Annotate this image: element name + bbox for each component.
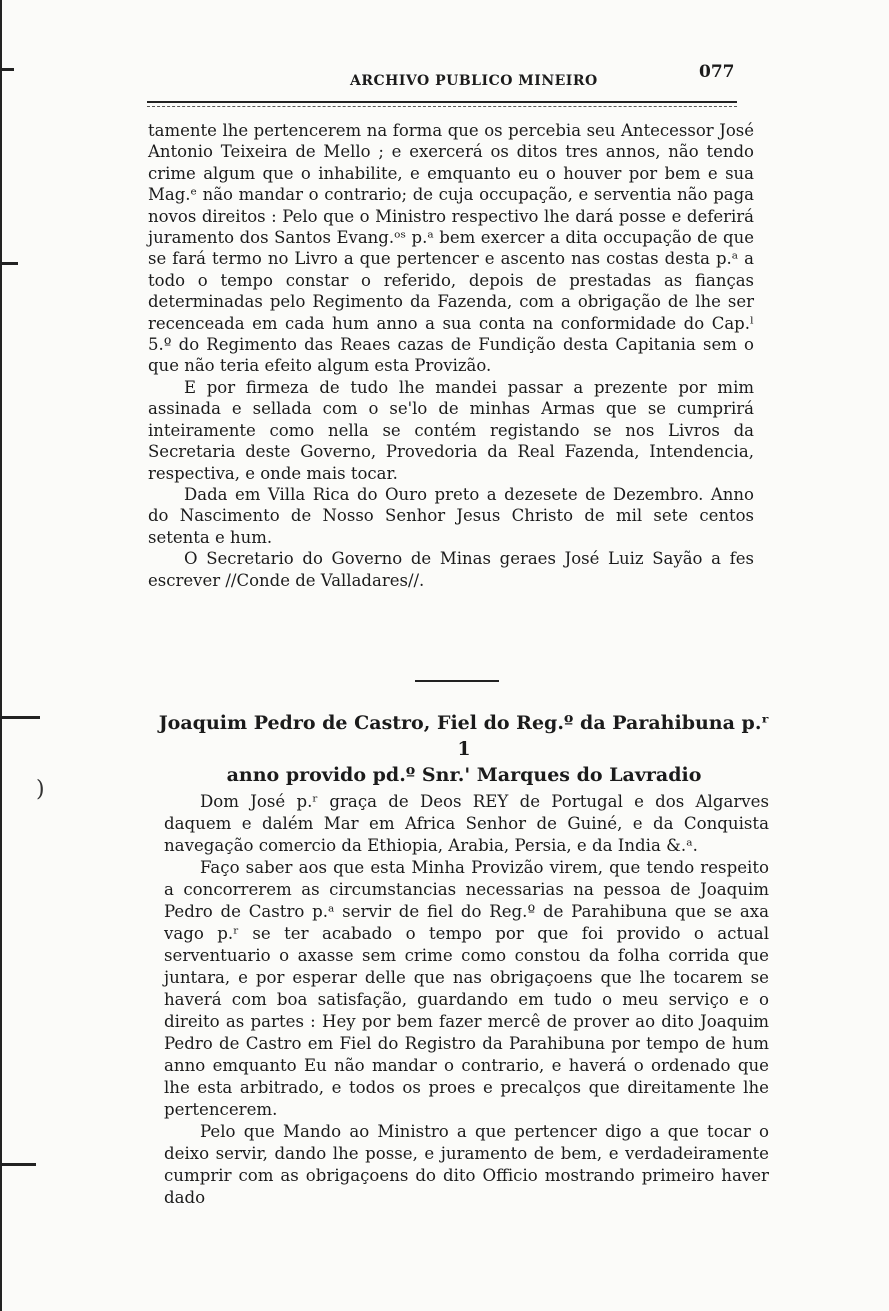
section-title-line: Joaquim Pedro de Castro, Fiel do Reg.º da Parahibuna p.ʳ 1	[158, 712, 770, 760]
paragraph: O Secretario do Governo de Minas geraes José Luiz Sayão a fes escrever //Conde de Valladares//.	[148, 549, 754, 590]
paragraph: Dada em Villa Rica do Ouro preto a dezesete de Dezembro. Anno do Nascimento de Nosso Senhor Jesus Christo de mil sete centos setenta e hum.	[148, 484, 754, 547]
binding-mark	[0, 1163, 36, 1166]
binding-mark	[0, 68, 14, 71]
page-binding-edge	[0, 0, 2, 1311]
body-text-lower	[164, 791, 769, 1209]
paragraph: tamente lhe pertencerem na forma que os percebia seu Antecessor José Antonio Teixeira de Mello ; e exercerá os ditos tres annos, não tendo crime algum que o inhabilite, e emquanto eu o houver por bem e sua Mag.ᵉ não mandar o contrario; de cuja occupação, e serventia não paga novos direitos : Pelo que o Ministro respectivo lhe dará posse e deferirá juramento dos Santos Evang.ᵒˢ p.ᵃ bem exercer a dita occupação de que se fará termo no Livro a que pertencer e ascento nas costas desta p.ᵃ a todo o tempo constar o referido, depois de prestadas as fianças determinadas pelo Regimento da Fazenda, com a obrigação de lhe ser recenceada em cada hum anno a sua conta na conformidade do Cap.ˡ 5.º do Regimento das Reaes cazas de Fundição desta Capitania sem o que não teria efeito algum esta Provizão.	[148, 121, 754, 376]
paragraph: Pelo que Mando ao Ministro a que pertencer digo a que tocar o deixo servir, dando lhe posse, e juramento de bem, e verdadeiramente cumprir com as obrigaçoens do dito Officio mostrando primeiro haver dado	[164, 1122, 769, 1207]
paragraph: E por firmeza de tudo lhe mandei passar a prezente por mim assinada e sellada com o se'lo de minhas Armas que se cumprirá inteiramente como nella se contém registando se nos Livros da Secretaria deste Governo, Provedoria da Real Fazenda, Intendencia, respectiva, e onde mais tocar.	[148, 377, 754, 483]
section-title	[158, 710, 770, 788]
binding-mark	[0, 716, 40, 719]
section-title-line: anno provido pd.º Snr.' Marques do Lavradio	[226, 764, 702, 786]
body-text-upper	[148, 120, 754, 591]
binding-mark	[0, 262, 18, 265]
header-rule	[147, 101, 737, 103]
header-rule-dashed	[147, 106, 737, 107]
margin-mark: )	[36, 777, 45, 802]
section-separator	[415, 680, 499, 682]
paragraph: Dom José p.ʳ graça de Deos REY de Portugal e dos Algarves daquem e dalém Mar em Africa Senhor de Guiné, e da Conquista navegação comercio da Ethiopia, Arabia, Persia, e da India &.ᵃ.	[164, 792, 769, 855]
paragraph: Faço saber aos que esta Minha Provizão virem, que tendo respeito a concorrerem as circumstancias necessarias na pessoa de Joaquim Pedro de Castro p.ᵃ servir de fiel do Reg.º de Parahibuna que se axa vago p.ʳ se ter acabado o tempo por que foi provido o actual serventuario o axasse sem crime como constou da folha corrida que juntara, e por esperar delle que nas obrigaçoens que lhe tocarem se haverá com boa satisfação, guardando em tudo o meu serviço e o direito as partes : Hey por bem fazer mercê de prover ao dito Joaquim Pedro de Castro em Fiel do Registro da Parahibuna por tempo de hum anno emquanto Eu não mandar o contrario, e haverá o ordenado que lhe esta arbitrado, e todos os proes e precalços que direitamente lhe pertencerem.	[164, 858, 769, 1119]
running-title: ARCHIVO PUBLICO MINEIRO	[350, 73, 598, 89]
page-number: 077	[699, 62, 735, 82]
